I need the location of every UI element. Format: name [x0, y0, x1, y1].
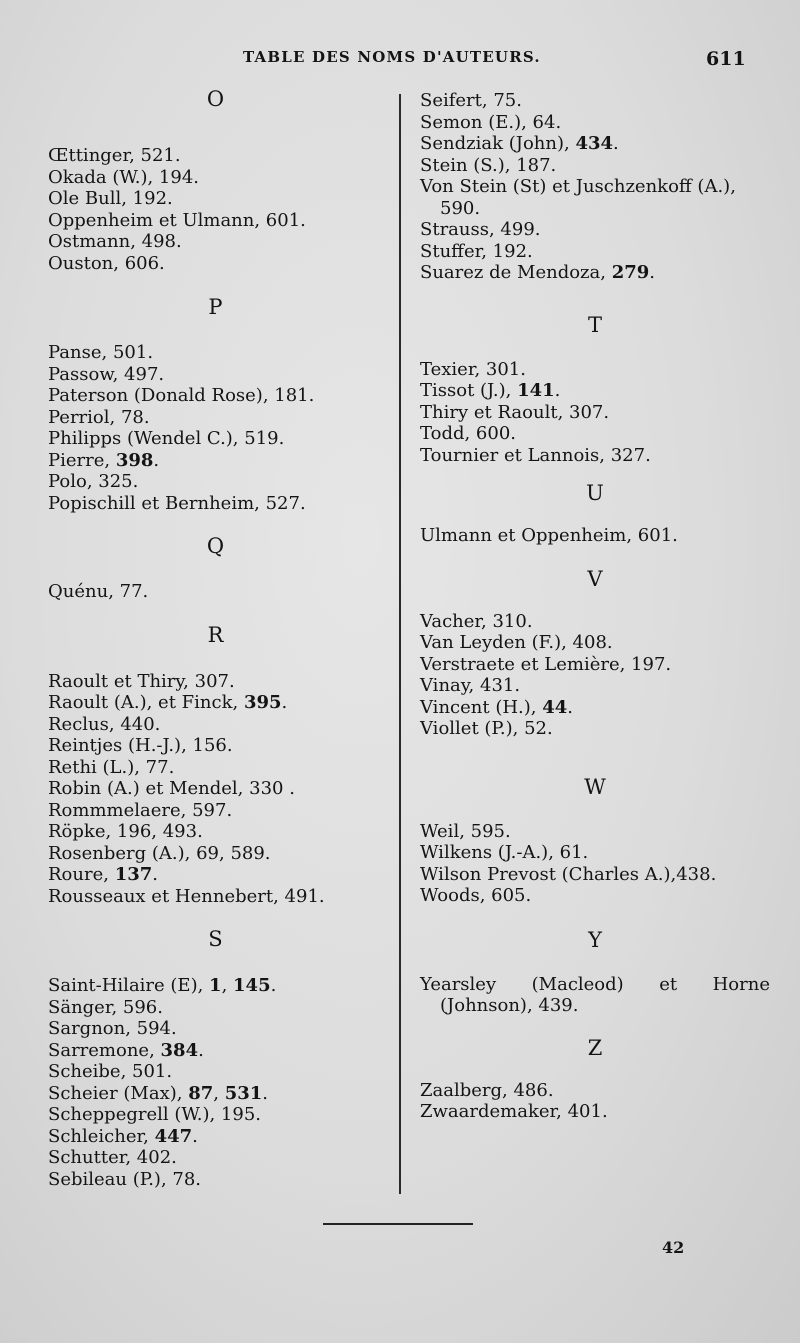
- entry-list: [420, 611, 770, 740]
- entry-text: Schleicher,: [48, 1125, 155, 1147]
- bold-page-ref: 395: [243, 692, 282, 713]
- entry-text: Texier, 301.: [420, 358, 526, 380]
- entry-text: .: [649, 262, 656, 283]
- entry-text: Ole Bull, 192.: [48, 188, 173, 209]
- index-entry: [48, 428, 383, 450]
- index-entry: [48, 493, 383, 515]
- index-section: [420, 774, 770, 907]
- section-letter: U: [586, 481, 604, 505]
- entry-text: Scheibe, 501.: [48, 1061, 173, 1082]
- bold-page-ref: 145: [233, 975, 271, 996]
- entry-text: .: [567, 696, 574, 718]
- index-entry: [48, 450, 383, 472]
- index-entry: [48, 231, 383, 253]
- index-section: [48, 926, 383, 1190]
- entry-text: Ostmann, 498.: [48, 231, 182, 252]
- index-entry: [420, 697, 770, 719]
- entry-text: Suarez de Mendoza,: [420, 262, 612, 283]
- entry-text: Stuffer, 192.: [420, 240, 533, 262]
- entry-list: [420, 359, 770, 467]
- entry-text: Reclus, 440.: [48, 713, 161, 735]
- entry-text: Tissot (J.),: [420, 380, 518, 401]
- index-column-right: [420, 90, 770, 1123]
- entry-text: Woods, 605.: [420, 885, 532, 906]
- index-section: [48, 622, 383, 908]
- entry-text: Röpke, 196, 493.: [48, 821, 203, 842]
- entry-text: .: [152, 864, 158, 885]
- index-entry: [420, 654, 770, 676]
- index-entry: [420, 864, 770, 886]
- section-letter: O: [206, 87, 225, 111]
- index-entry: [420, 423, 770, 445]
- entry-text: Stein (S.), 187.: [420, 154, 557, 176]
- entry-text: Zwaardemaker, 401.: [420, 1101, 608, 1122]
- index-entry: [48, 471, 383, 493]
- bold-page-ref: 447: [154, 1125, 193, 1147]
- index-section: [48, 294, 383, 514]
- index-section: [420, 480, 770, 547]
- entry-text: Seifert, 75.: [420, 90, 522, 111]
- entry-text: .: [554, 380, 561, 401]
- bold-page-ref: 279: [611, 262, 650, 283]
- entry-text: Œttinger, 521.: [48, 145, 181, 166]
- index-entry: [48, 1147, 383, 1169]
- section-letter: Z: [587, 1035, 603, 1060]
- entry-text: Panse, 501.: [48, 342, 154, 363]
- entry-text: Philipps (Wendel C.), 519.: [48, 428, 285, 449]
- section-letter: R: [207, 622, 224, 647]
- index-entry: [48, 167, 383, 189]
- section-letter: Y: [588, 927, 602, 952]
- index-entry: [48, 778, 383, 800]
- entry-text: Pierre,: [48, 449, 116, 471]
- entry-list: [420, 525, 770, 547]
- section-letter: P: [208, 295, 223, 319]
- index-entry: [420, 675, 770, 697]
- index-section: [48, 533, 383, 603]
- index-entry: [420, 1080, 770, 1102]
- index-entry: [48, 692, 383, 714]
- index-entry: [48, 714, 383, 736]
- index-entry: [48, 364, 383, 386]
- index-entry: [48, 997, 383, 1019]
- entry-text: Todd, 600.: [420, 423, 517, 444]
- entry-list: [420, 821, 770, 907]
- page-number: 611: [706, 48, 746, 70]
- entry-text: Rommmelaere, 597.: [48, 799, 233, 821]
- entry-text: Tournier et Lannois, 327.: [420, 444, 651, 466]
- index-entry: [420, 133, 770, 155]
- index-entry: [420, 402, 770, 424]
- entry-text: Van Leyden (F.), 408.: [420, 632, 613, 653]
- index-entry: [420, 525, 770, 547]
- index-section: [420, 90, 770, 284]
- index-entry: [48, 407, 383, 429]
- section-letter: V: [587, 566, 603, 591]
- entry-list: [48, 581, 383, 603]
- entry-text: Quénu, 77.: [48, 581, 149, 602]
- index-entry: [420, 885, 770, 907]
- bold-page-ref: 531: [224, 1082, 263, 1104]
- index-entry: [48, 800, 383, 822]
- index-entry: [420, 176, 770, 219]
- entry-text: Paterson (Donald Rose), 181.: [48, 385, 315, 406]
- index-entry: [48, 821, 383, 843]
- index-entry: [48, 1018, 383, 1040]
- entry-list: [420, 90, 770, 284]
- section-letter: Q: [206, 534, 225, 558]
- footer-rule: [323, 1223, 473, 1225]
- index-section: [420, 566, 770, 740]
- entry-list: [420, 1080, 770, 1123]
- index-entry: [48, 210, 383, 232]
- index-entry: [48, 1104, 383, 1126]
- entry-text: Semon (E.), 64.: [420, 111, 562, 133]
- running-header-title: TABLE DES NOMS D'AUTEURS.: [243, 48, 541, 66]
- entry-list: [420, 974, 770, 1017]
- entry-text: .: [613, 133, 619, 154]
- entry-list: [48, 975, 383, 1190]
- index-entry: [420, 380, 770, 402]
- entry-text: Vacher, 310.: [420, 610, 533, 632]
- entry-list: [48, 342, 383, 514]
- entry-text: Sarremone,: [48, 1039, 161, 1061]
- entry-text: Zaalberg, 486.: [420, 1079, 554, 1101]
- index-entry: [420, 112, 770, 134]
- index-entry: [48, 581, 383, 603]
- bold-page-ref: 434: [575, 133, 614, 154]
- index-entry: [420, 718, 770, 740]
- entry-text: .: [281, 692, 288, 713]
- entry-text: Strauss, 499.: [420, 219, 541, 240]
- entry-text: Saint-Hilaire (E),: [48, 975, 210, 996]
- index-column-left: [48, 86, 383, 1190]
- entry-text: .: [262, 1082, 269, 1104]
- section-letter: T: [587, 312, 602, 337]
- bold-page-ref: 44: [542, 696, 568, 718]
- entry-text: Sänger, 596.: [48, 996, 163, 1018]
- entry-text: Raoult (A.), et Finck,: [48, 692, 244, 713]
- index-entry: [48, 671, 383, 693]
- entry-text: Passow, 497.: [48, 363, 165, 385]
- entry-text: Rethi (L.), 77.: [48, 756, 175, 778]
- entry-list: [48, 145, 383, 274]
- bold-page-ref: 137: [114, 864, 153, 885]
- entry-text: Robin (A.) et Mendel, 330 .: [48, 778, 295, 799]
- entry-text: Vinay, 431.: [420, 675, 521, 696]
- entry-text: Raoult et Thiry, 307.: [48, 670, 235, 692]
- index-entry: [48, 843, 383, 865]
- entry-text: Yearsley (Macleod) et Horne (Johnson), 439.: [420, 973, 770, 1016]
- bold-page-ref: 87: [188, 1082, 214, 1104]
- index-entry: [420, 241, 770, 263]
- index-entry: [420, 90, 770, 112]
- entry-text: Rousseaux et Hennebert, 491.: [48, 885, 325, 907]
- entry-text: Scheppegrell (W.), 195.: [48, 1104, 262, 1125]
- bold-page-ref: 141: [517, 380, 555, 401]
- entry-text: Verstraete et Lemière, 197.: [420, 653, 672, 675]
- bold-page-ref: 1: [209, 975, 222, 996]
- index-entry: [48, 886, 383, 908]
- index-entry: [420, 1101, 770, 1123]
- index-entry: [48, 253, 383, 275]
- index-section: [420, 927, 770, 1017]
- entry-list: [48, 671, 383, 908]
- index-entry: [48, 735, 383, 757]
- index-entry: [420, 359, 770, 381]
- index-section: [48, 86, 383, 274]
- bold-page-ref: 398: [115, 449, 154, 471]
- entry-text: Wilkens (J.-A.), 61.: [420, 842, 589, 863]
- entry-text: Polo, 325.: [48, 471, 139, 492]
- index-entry: [48, 188, 383, 210]
- entry-text: .: [153, 449, 160, 471]
- entry-text: Popischill et Bernheim, 527.: [48, 492, 306, 514]
- index-entry: [48, 757, 383, 779]
- entry-text: Perriol, 78.: [48, 406, 150, 428]
- entry-text: Thiry et Raoult, 307.: [420, 401, 610, 423]
- entry-text: Ouston, 606.: [48, 252, 165, 274]
- index-entry: [48, 1061, 383, 1083]
- index-entry: [48, 385, 383, 407]
- entry-text: Vincent (H.),: [420, 696, 543, 718]
- index-entry: [420, 611, 770, 633]
- entry-text: .: [270, 975, 277, 996]
- index-entry: [420, 974, 770, 1017]
- entry-text: .: [192, 1125, 198, 1147]
- index-entry: [420, 842, 770, 864]
- index-entry: [420, 445, 770, 467]
- bold-page-ref: 384: [160, 1039, 199, 1061]
- entry-text: Viollet (P.), 52.: [420, 718, 553, 739]
- entry-text: .: [198, 1039, 204, 1061]
- index-entry: [420, 219, 770, 241]
- entry-text: Roure,: [48, 864, 115, 885]
- entry-text: Reintjes (H.-J.), 156.: [48, 735, 233, 756]
- index-entry: [48, 145, 383, 167]
- index-entry: [48, 975, 383, 997]
- index-entry: [420, 155, 770, 177]
- index-entry: [420, 262, 770, 284]
- entry-text: Weil, 595.: [420, 820, 511, 842]
- entry-text: Wilson Prevost (Charles A.),438.: [420, 863, 717, 885]
- entry-text: Sargnon, 594.: [48, 1018, 177, 1039]
- index-entry: [48, 1126, 383, 1148]
- section-letter: W: [584, 774, 606, 799]
- entry-text: ,: [213, 1082, 225, 1104]
- entry-text: ,: [221, 975, 234, 996]
- entry-text: Rosenberg (A.), 69, 589.: [48, 842, 271, 864]
- entry-text: Okada (W.), 194.: [48, 166, 200, 188]
- column-divider: [399, 94, 401, 1194]
- index-entry: [48, 1083, 383, 1105]
- entry-text: Oppenheim et Ulmann, 601.: [48, 209, 306, 231]
- entry-text: Ulmann et Oppenheim, 601.: [420, 525, 678, 546]
- index-entry: [48, 864, 383, 886]
- entry-text: Sendziak (John),: [420, 133, 576, 154]
- entry-text: Scheier (Max),: [48, 1082, 189, 1104]
- index-entry: [48, 1169, 383, 1191]
- section-letter: S: [208, 927, 223, 951]
- index-entry: [420, 821, 770, 843]
- index-section: [420, 312, 770, 467]
- index-section: [420, 1035, 770, 1123]
- entry-text: Sebileau (P.), 78.: [48, 1168, 202, 1190]
- signature-mark: 42: [662, 1238, 685, 1257]
- index-entry: [48, 1040, 383, 1062]
- entry-text: Schutter, 402.: [48, 1147, 177, 1168]
- index-entry: [48, 342, 383, 364]
- index-entry: [420, 632, 770, 654]
- entry-text: Von Stein (St) et Juschzenkoff (A.), 590.: [420, 176, 736, 219]
